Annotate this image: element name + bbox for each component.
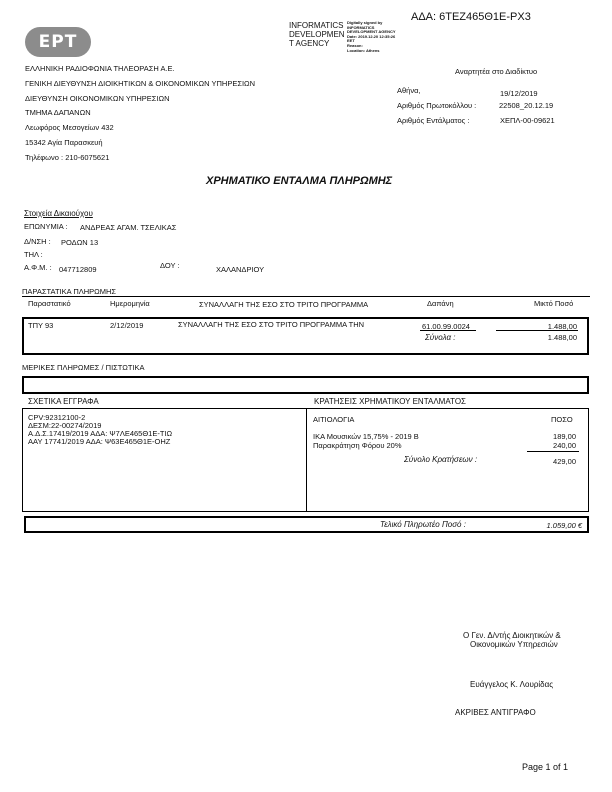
doc-description: ΣΥΝΑΛΛΑΓΗ ΤΗΣ ΕΣΟ ΣΤΟ ΤΡΙΤΟ ΠΡΟΓΡΑΜΜΑ ΤΗΝ <box>178 320 365 329</box>
beneficiary-address-label: Δ/ΝΣΗ : <box>24 237 51 246</box>
beneficiary-doy-label: ΔΟΥ : <box>160 261 180 270</box>
partial-payments-heading: ΜΕΡΙΚΕΣ ΠΛΗΡΩΜΕΣ / ΠΙΣΤΩΤΙΚΑ <box>22 363 145 372</box>
documents-heading: ΠΑΡΑΣΤΑΤΙΚΑ ΠΛΗΡΩΜΗΣ <box>22 287 117 296</box>
column-divider <box>306 408 307 512</box>
deductions-total-label: Σύνολο Κρατήσεων : <box>404 455 478 464</box>
col-reason: ΑΙΤΙΟΛΟΓΙΑ <box>313 415 355 424</box>
related-heading: ΣΧΕΤΙΚΑ ΕΓΓΡΑΦΑ <box>28 397 99 406</box>
related-documents-list: CPV:92312100-2 ΔΕΣΜ:22-00274/2019 Α.Δ.Σ.17419/2019 ΑΔΑ: Ψ7ΛΕ465Θ1Ε-ΤΙΩ ΑΑΥ 17741/2019 ΑΔΑ: Ψ63Ε465Θ1Ε-ΟΗΖ <box>28 413 173 446</box>
beneficiary-phone-label: ΤΗΛ : <box>24 250 43 259</box>
col-amount: Μικτό Ποσό <box>534 299 574 308</box>
agency-name: INFORMATICS DEVELOPMEN T AGENCY <box>289 21 345 48</box>
ada-code: ΑΔΑ: 6ΤΕΖ465Θ1Ε-ΡΧ3 <box>411 11 531 23</box>
document-date: 19/12/2019 <box>500 89 538 98</box>
deductions-rule <box>527 451 579 452</box>
beneficiary-afm-label: Α.Φ.Μ. : <box>24 263 52 272</box>
expense-rule <box>420 330 476 331</box>
beneficiary-name-label: ΕΠΩΝΥΜΙΑ : <box>24 222 68 231</box>
beneficiary-doy: ΧΑΛΑΝΔΡΙΟΥ <box>216 265 265 274</box>
signatory-name: Ευάγγελος Κ. Λουρίδας <box>470 680 554 689</box>
col-description: ΣΥΝΑΛΛΑΓΗ ΤΗΣ ΕΣΟ ΣΤΟ ΤΡΙΤΟ ΠΡΟΓΡΑΜΜΑ <box>199 300 369 309</box>
order-number: ΧΕΠΛ-00-09621 <box>500 116 555 125</box>
deductions-heading: ΚΡΑΤΗΣΕΙΣ ΧΡΗΜΑΤΙΚΟΥ ΕΝΤΑΛΜΑΤΟΣ <box>314 397 466 406</box>
deductions-total: 429,00 <box>553 457 576 466</box>
order-number-label: Αριθμός Εντάλματος : <box>397 116 470 125</box>
final-amount-box <box>24 516 589 533</box>
beneficiary-name: ΑΝΔΡΕΑΣ ΑΓΑΜ. ΤΣΕΛΙΚΑΣ <box>80 223 177 232</box>
organization-info: ΕΛΛΗΝΙΚΗ ΡΑΔΙΟΦΩΝΙΑ ΤΗΛΕΟΡΑΣΗ Α.Ε. ΓΕΝΙΚΗ ΔΙΕΥΘΥΝΣΗ ΔΙΟΙΚΗΤΙΚΩΝ & ΟΙΚΟΝΟΜΙΚΩΝ ΥΠΗΡΕΣΙΩΝ ΔΙΕΥΘΥΝΣΗ ΟΙΚΟΝΟΜΙΚΩΝ ΥΠΗΡΕΣΙΩΝ ΤΜΗΜΑ ΔΑΠΑΝΩΝ Λεωφόρος Μεσογείων 432 15342 Αγία Παρασκευή Τηλέφωνο : 210-6075621 <box>25 64 256 162</box>
page-number: Page 1 of 1 <box>522 762 569 772</box>
deduction-reason-1: ΙΚΑ Μουσικών 15,75% - 2019 Β <box>313 432 419 441</box>
final-amount: 1.059,00 € <box>546 521 582 530</box>
beneficiary-heading: Στοιχεία Δικαιούχου <box>24 209 93 218</box>
protocol-label: Αριθμός Πρωτοκόλλου : <box>397 101 477 110</box>
documents-top-rule <box>22 296 590 297</box>
ert-logo: ΕΡΤ <box>25 27 91 57</box>
signatory-title-line1: Ο Γεν. Δ/ντής Διοικητικών & <box>463 631 561 640</box>
col-document: Παραστατικό <box>28 299 71 308</box>
document-title: ΧΡΗΜΑΤΙΚΟ ΕΝΤΑΛΜΑ ΠΛΗΡΩΜΗΣ <box>206 175 393 187</box>
final-amount-label: Τελικό Πληρωτέο Ποσό : <box>380 520 466 529</box>
beneficiary-afm: 047712809 <box>59 265 97 274</box>
digital-signature-stamp: Digitally signed by INFORMATICS DEVELOPMENT AGENCY Date: 2019.12.20 12:35:26 EET Reason: Location: Athens <box>347 20 396 53</box>
posted-label: Αναρτητέα στο Διαδίκτυο <box>455 67 538 76</box>
doc-expense-code: 61.00.99.0024 <box>422 322 470 331</box>
athens-label: Αθήνα, <box>397 86 421 95</box>
doc-amount: 1.488,00 <box>547 322 577 331</box>
amount-rule <box>496 330 578 331</box>
protocol-number: 22508_20.12.19 <box>499 101 554 110</box>
deduction-reason-2: Παρακράτηση Φόρου 20% <box>313 441 402 450</box>
doc-number: ΤΠΥ 93 <box>28 321 54 330</box>
beneficiary-address: ΡΟΔΩΝ 13 <box>61 238 99 247</box>
col-date: Ημερομηνία <box>110 299 150 308</box>
documents-total-label: Σύνολα : <box>425 333 456 342</box>
col-expense: Δαπάνη <box>427 299 454 308</box>
deduction-amount-2: 240,00 <box>553 441 576 450</box>
deduction-amount-1: 189,00 <box>553 432 576 441</box>
true-copy-label: ΑΚΡΙΒΕΣ ΑΝΤΙΓΡΑΦΟ <box>455 708 536 717</box>
signatory-title-line2: Οικονομικών Υπηρεσιών <box>470 640 558 649</box>
doc-date: 2/12/2019 <box>110 321 144 330</box>
partial-payments-box <box>22 376 589 394</box>
documents-total: 1.488,00 <box>547 333 577 342</box>
col-deduction-amount: ΠΟΣΟ <box>551 415 573 424</box>
